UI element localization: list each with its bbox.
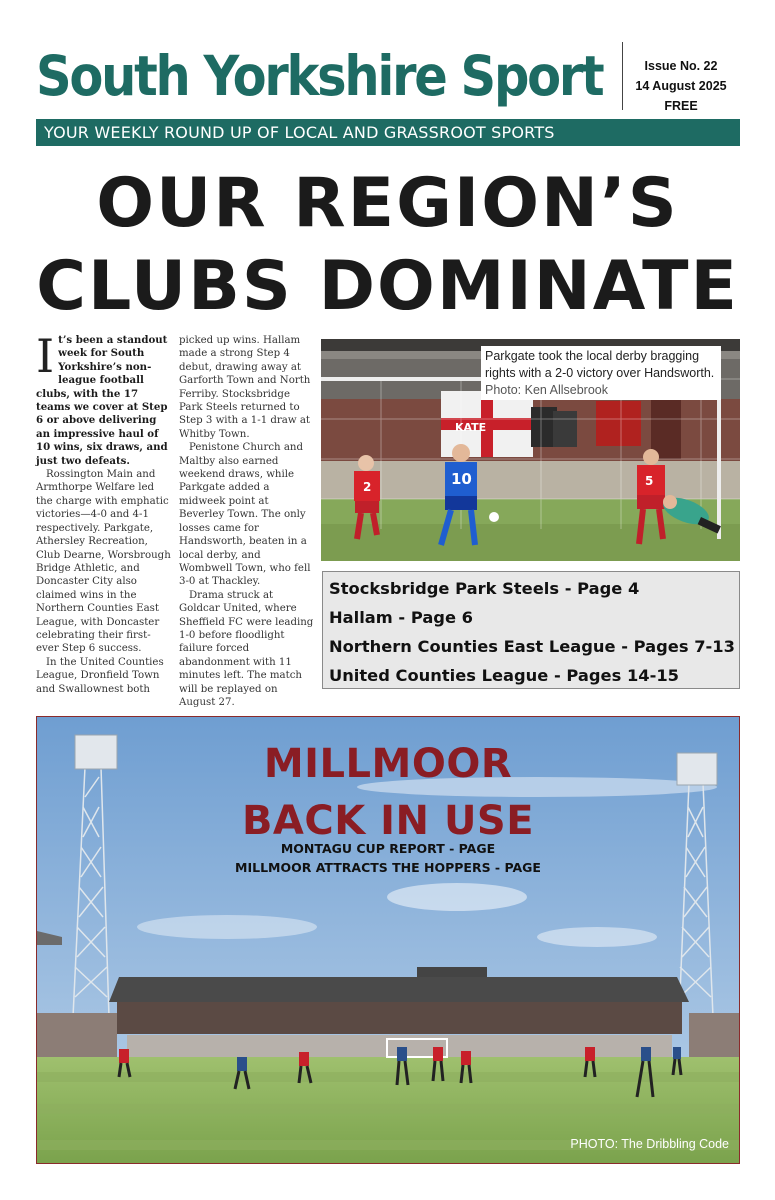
article-paragraph: In the United Counties League, Dronfield Town and Swallownest both bbox=[36, 656, 164, 695]
article-paragraph: Drama struck at Goldcar United, where Sheffield FC were leading 1-0 before floodlight failure forced abandonment with 11 minutes left. The match will be replayed on August 27. bbox=[179, 589, 314, 708]
article-paragraph: Rossington Main and Armthorpe Welfare led the charge with emphatic victories—4-0 and 4-1 respectively. Parkgate, Athersley Recreation, Club Dearne, Worsbrough Bridge Athletic, and Doncaster City also claimed wins in the Northern Counties East League, with Doncaster celebrating their first-ever Step 6 success. bbox=[36, 469, 171, 655]
tagline-bar: YOUR WEEKLY ROUND UP OF LOCAL AND GRASSROOT SPORTS bbox=[36, 119, 740, 146]
shirt-number: 2 bbox=[363, 480, 372, 494]
banner-text: KATE bbox=[455, 421, 487, 434]
index-item[interactable]: Hallam - Page 6 bbox=[329, 608, 473, 627]
feature-title-2: BACK IN USE bbox=[241, 798, 535, 844]
index-item[interactable]: Northern Counties East League - Pages 7-13 bbox=[329, 637, 735, 656]
article-lead: t’s been a standout week for South Yorkshire’s non-league football clubs, with the 17 teams we cover at Step 6 or above delivering an impressive haul of 10 wins, six draws, and just two defeats. bbox=[36, 334, 168, 467]
caption-credit: Photo: Ken Allsebrook bbox=[485, 383, 608, 397]
article-paragraph: picked up wins. Hallam made a strong Step 4 debut, drawing away at Garforth Town and North Ferriby. Stocksbridge Park Steels returned to Step 3 with a 1-1 draw at Whitby Town. bbox=[179, 335, 311, 440]
photo-caption bbox=[481, 346, 721, 400]
feature-photo-credit: PHOTO: The Dribbling Code bbox=[570, 1137, 729, 1151]
index-item[interactable]: United Counties League - Pages 14-15 bbox=[329, 666, 680, 685]
feature-subtitle-1: MONTAGU CUP REPORT - PAGE bbox=[280, 841, 496, 856]
caption-text: Parkgate took the local derby bragging rights with a 2-0 victory over Handsworth. bbox=[485, 349, 715, 380]
feature-title-1: MILLMOOR bbox=[263, 741, 513, 787]
millmoor-feature bbox=[36, 716, 740, 1164]
inside-index bbox=[322, 571, 740, 689]
feature-subtitle-2: MILLMOOR ATTRACTS THE HOPPERS - PAGE bbox=[235, 860, 541, 875]
issue-price: FREE bbox=[664, 99, 698, 113]
shirt-number: 10 bbox=[451, 470, 472, 488]
issue-number: Issue No. 22 bbox=[644, 59, 718, 73]
masthead-divider bbox=[622, 42, 623, 110]
headline-line-2: CLUBS DOMINATE bbox=[36, 247, 739, 326]
article-column-1 bbox=[36, 329, 173, 696]
issue-info bbox=[626, 56, 736, 116]
masthead-title: South Yorkshire Sport bbox=[36, 44, 603, 108]
issue-date: 14 August 2025 bbox=[635, 79, 727, 93]
index-item[interactable]: Stocksbridge Park Steels - Page 4 bbox=[329, 579, 640, 598]
shirt-number: 5 bbox=[645, 474, 654, 488]
article-paragraph: Penistone Church and Maltby also earned weekend draws, while Parkgate added a midweek point at Beverley Town. The only losses came for Handsworth, beaten in a local derby, and Wombwell Town, who fell 3-0 at Thackley. bbox=[179, 442, 311, 588]
article-column-2 bbox=[179, 334, 316, 709]
headline-line-1: OUR REGION’S bbox=[96, 164, 679, 243]
drop-cap: I bbox=[36, 329, 55, 383]
article-lead-paragraph bbox=[36, 329, 173, 468]
